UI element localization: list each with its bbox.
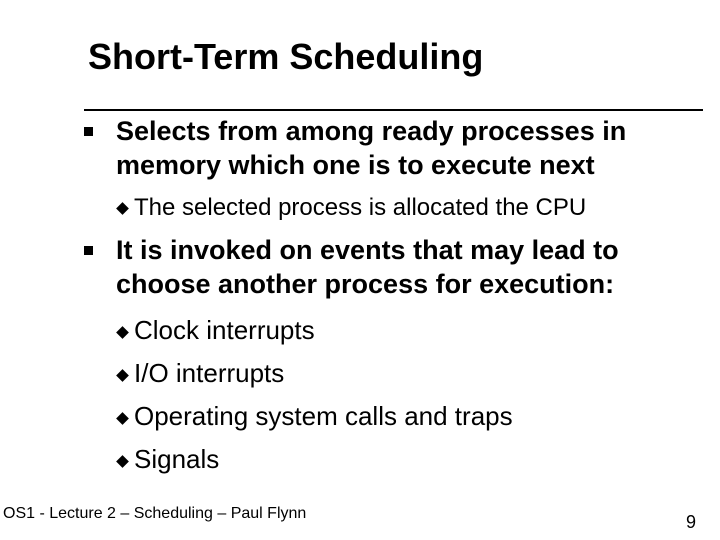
diamond-bullet-icon	[116, 455, 128, 467]
sub-bullet-text: Clock interrupts	[134, 315, 315, 345]
diamond-bullet-icon	[116, 369, 128, 381]
diamond-bullet-icon	[116, 326, 128, 338]
bullet-line: memory which one is to execute next	[116, 150, 595, 180]
bullet-line: choose another process for execution:	[116, 269, 615, 299]
title-divider	[84, 109, 703, 111]
slide-title: Short-Term Scheduling	[88, 36, 484, 77]
sub-bullet-text: The selected process is allocated the CPU	[134, 194, 587, 221]
page-number: 9	[686, 512, 697, 532]
sub-bullet-item	[116, 356, 284, 390]
sub-bullet-item	[116, 399, 513, 433]
diamond-bullet-icon	[116, 412, 128, 424]
diamond-bullet-icon	[116, 202, 128, 214]
square-bullet-icon	[84, 127, 93, 136]
bullet-line: It is invoked on events that may lead to	[116, 235, 619, 265]
sub-bullet-text: Signals	[134, 444, 220, 474]
bullet-line: Selects from among ready processes in	[116, 116, 627, 146]
sub-bullet-item	[116, 442, 219, 476]
sub-bullet-item	[116, 193, 586, 223]
sub-bullet-text: I/O interrupts	[134, 358, 285, 388]
square-bullet-icon	[84, 246, 93, 255]
sub-bullet-text: Operating system calls and traps	[134, 401, 513, 431]
footer-text: OS1 - Lecture 2 – Scheduling – Paul Flynn	[3, 505, 307, 522]
sub-bullet-item	[116, 313, 315, 347]
